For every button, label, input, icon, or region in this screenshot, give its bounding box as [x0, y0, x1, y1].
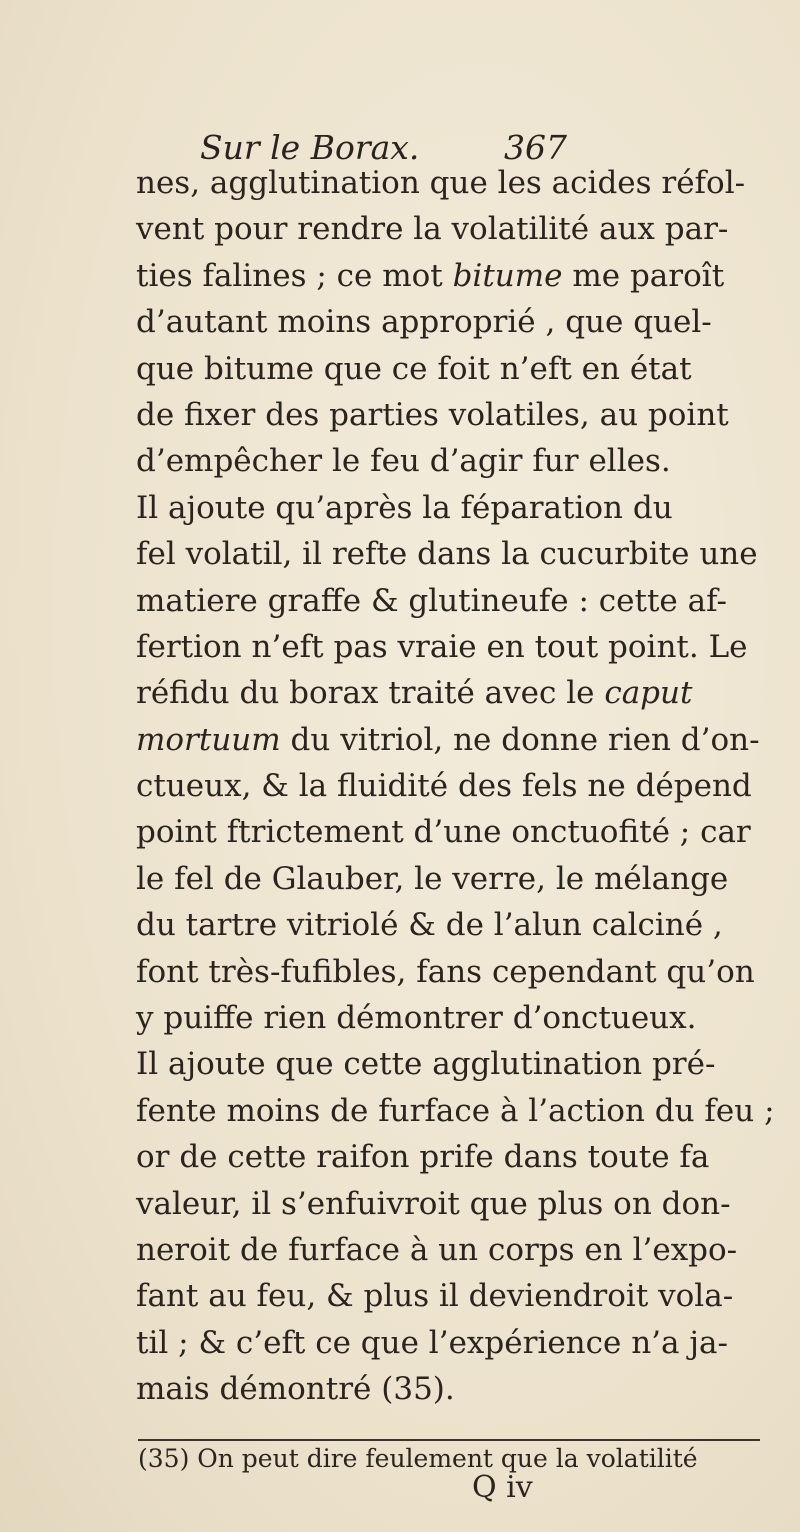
text-line: Il ajoute qu’après la féparation du	[136, 489, 673, 526]
italic-term: bitume	[452, 257, 563, 294]
text-line: d’empêcher le feu d’agir fur elles.	[136, 443, 671, 480]
text-line: matiere graffe & glutineufe : cette af-	[136, 582, 727, 619]
text-line: fente moins de furface à l’action du feu ;	[136, 1092, 775, 1129]
text-line: mortuum du vitriol, ne donne rien d’on-	[136, 721, 760, 758]
text-line: réfidu du borax traité avec le caput	[136, 675, 693, 712]
text-line: valeur, il s’enfuivroit que plus on don-	[136, 1185, 731, 1222]
text-line: de fixer des parties volatiles, au point	[136, 396, 729, 433]
text-line: le fel de Glauber, le verre, le mélange	[136, 860, 729, 897]
text-line: neroit de furface à un corps en l’expo-	[136, 1231, 738, 1268]
text-line: y puiffe rien démontrer d’onctueux.	[136, 1000, 697, 1037]
footnote-rule	[138, 1439, 760, 1441]
text-line: fel volatil, il refte dans la cucurbite une	[136, 536, 758, 573]
text-line: du tartre vitriolé & de l’alun calciné ,	[136, 907, 723, 944]
text-line: point ftrictement d’une onctuofité ; car	[136, 814, 751, 851]
text-line: ctueux, & la fluidité des fels ne dépend	[136, 768, 752, 805]
italic-term: caput	[604, 675, 693, 712]
footnote: (35) On peut dire feulement que la volatilité	[138, 1444, 698, 1473]
page-number: 367	[504, 128, 567, 167]
text-line: que bitume que ce foit n’eft en état	[136, 350, 692, 387]
text-line: fant au feu, & plus il deviendroit vola-	[136, 1278, 734, 1315]
italic-term: mortuum	[136, 721, 281, 758]
text-line: or de cette raifon prife dans toute fa	[136, 1139, 710, 1176]
text-line: fertion n’eft pas vraie en tout point. Le	[136, 628, 748, 665]
text-line: mais démontré (35).	[136, 1371, 455, 1408]
text-line: til ; & c’eft ce que l’expérience n’a ja-	[136, 1324, 728, 1361]
text-line: font très-fufibles, fans cependant qu’on	[136, 953, 755, 990]
text-line: vent pour rendre la volatilité aux par-	[136, 211, 729, 248]
text-line: d’autant moins approprié , que quel-	[136, 304, 712, 341]
text-line: ties falines ; ce mot bitume me paroît	[136, 257, 725, 294]
running-title: Sur le Borax.	[200, 128, 420, 167]
signature-mark: Q iv	[472, 1470, 533, 1505]
body-text	[136, 160, 776, 1413]
text-line: nes, agglutination que les acides réfol-	[136, 165, 746, 201]
text-line: Il ajoute que cette agglutination pré-	[136, 1046, 716, 1083]
